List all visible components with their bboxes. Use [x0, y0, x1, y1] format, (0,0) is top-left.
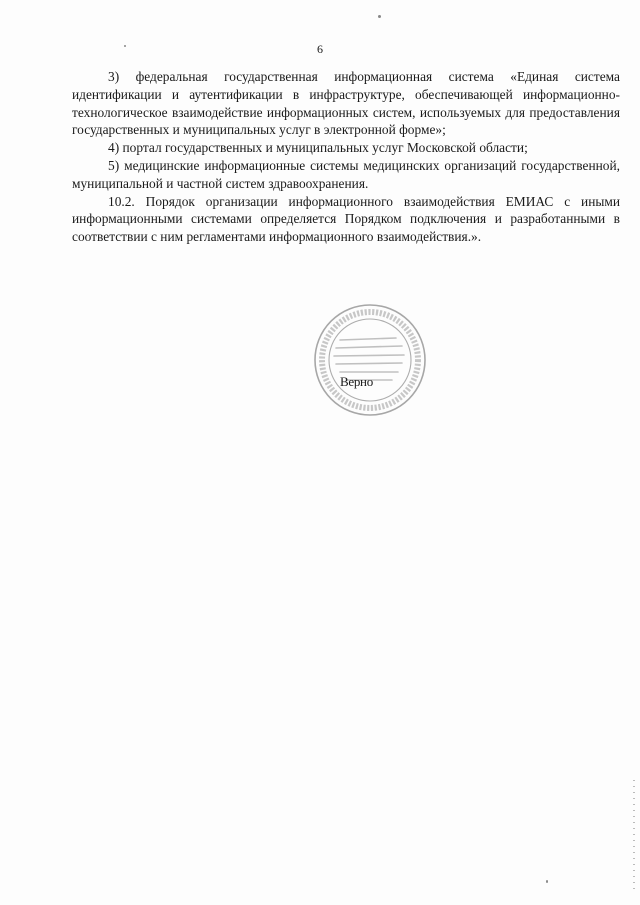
- paragraph-item-4: 4) портал государственных и муниципальных услуг Московской области;: [108, 140, 528, 156]
- paragraph-item-3: 3) федеральная государственная информационная система «Единая система идентификации и аутентификации в инфраструктуре, обеспечивающей информационно-технологическое взаимодействие информационных систем, используемых для предоставления государственных и муниципальных услуг в электронной форме»;: [72, 69, 620, 138]
- document-body: [72, 68, 620, 246]
- scan-edge-noise: [633, 780, 635, 890]
- paragraph-10-2: 10.2. Порядок организации информационного взаимодействия ЕМИАС с иными информационными системами определяется Порядком подключения и разработанными в соответствии с ним регламентами информационного взаимодействия.».: [72, 193, 620, 245]
- scan-speck: [124, 45, 126, 47]
- page-number: 6: [317, 42, 323, 56]
- scan-speck: [546, 880, 548, 883]
- scan-speck: [378, 15, 381, 18]
- paragraph-item-5: 5) медицинские информационные системы медицинских организаций государственной, муниципальной и частной систем здравоохранения.: [72, 157, 620, 191]
- official-seal-icon: [312, 302, 428, 418]
- certification-label: Верно: [340, 374, 373, 389]
